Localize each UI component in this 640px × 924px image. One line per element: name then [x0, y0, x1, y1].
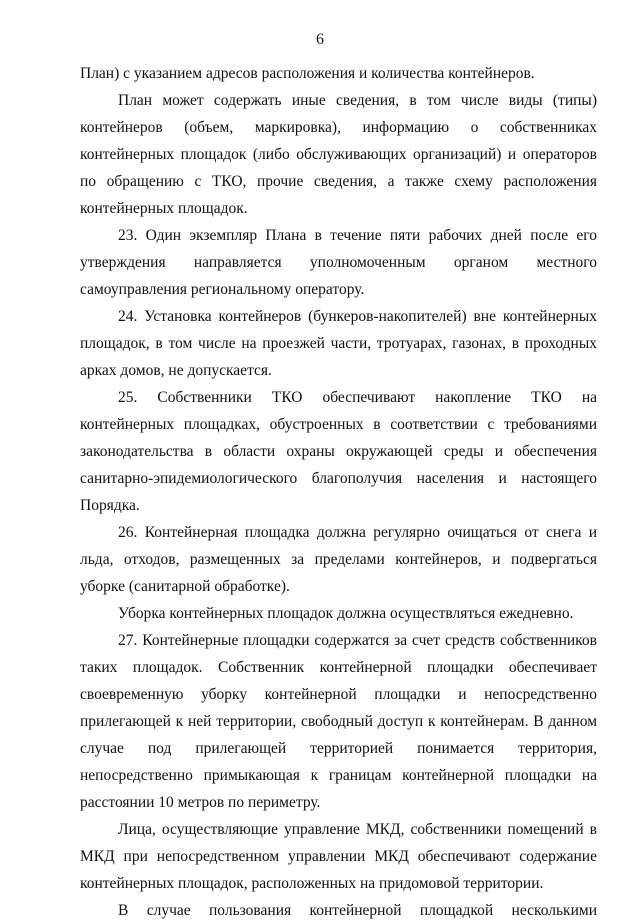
paragraph-item-27: 27. Контейнерные площадки содержатся за счет средств собственников таких площадок. Собственник контейнерной площадки обеспечивает своевременную уборку контейнерной площадки и непосредственно прилегающей к ней территории, свободный доступ к контейнерам. В данном случае под прилегающей территорией понимается территория, непосредственно примыкающая к границам контейнерной площадки на расстоянии 10 метров по периметру. — [80, 632, 597, 811]
paragraph-item-26: 26. Контейнерная площадка должна регулярно очищаться от снега и льда, отходов, размещенных за пределами контейнеров, и подвергаться уборке (санитарной обработке). — [80, 524, 597, 595]
page-number: 6 — [316, 31, 324, 48]
paragraph-item-24: 24. Установка контейнеров (бункеров-накопителей) вне контейнерных площадок, в том числе на проезжей части, тротуарах, газонах, в проходных арках домов, не допускается. — [80, 308, 597, 379]
paragraph-plan-contents: План может содержать иные сведения, в том числе виды (типы) контейнеров (объем, маркировка), информацию о собственниках контейнерных площадок (либо обслуживающих организаций) и операторов по обращению с ТКО, прочие сведения, а также схему расположения контейнерных площадок. — [80, 92, 597, 217]
paragraph-item-23: 23. Один экземпляр Плана в течение пяти рабочих дней после его утверждения направляется уполномоченным органом местного самоуправления региональному оператору. — [80, 227, 597, 298]
paragraph-item-25: 25. Собственники ТКО обеспечивают накопление ТКО на контейнерных площадках, обустроенных в соответствии с требованиями законодательства в области охраны окружающей среды и обеспечения санитарно-эпидемиологического благополучия населения и настоящего Порядка. — [80, 389, 597, 514]
document-body — [80, 60, 597, 924]
paragraph-shared-use: В случае пользования контейнерной площадкой несколькими — [118, 902, 597, 919]
paragraph-daily-cleaning: Уборка контейнерных площадок должна осуществляться ежедневно. — [118, 605, 574, 622]
paragraph-plan-continuation: План) с указанием адресов расположения и количества контейнеров. — [80, 65, 535, 82]
paragraph-mkd-management: Лица, осуществляющие управление МКД, собственники помещений в МКД при непосредственном управлении МКД обеспечивают содержание контейнерных площадок, расположенных на придомовой территории. — [80, 821, 597, 892]
